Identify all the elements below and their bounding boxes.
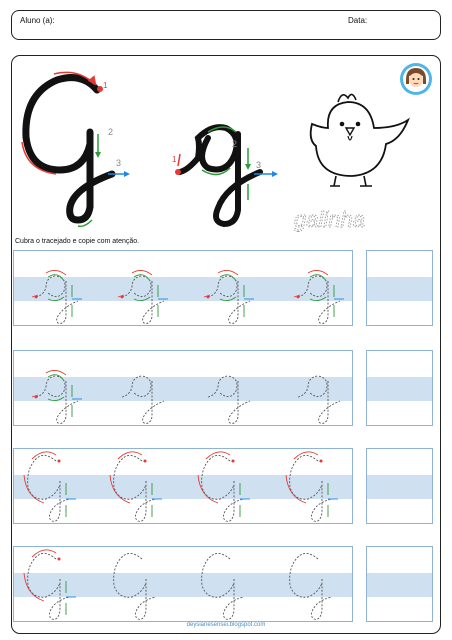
guide-band: [367, 377, 433, 401]
upper-g-model: [26, 78, 112, 220]
guide-band: [14, 475, 353, 499]
svg-text:1: 1: [172, 155, 177, 164]
practice-row-3[interactable]: [13, 448, 353, 524]
instruction-text: Cubra o tracejado e copie com atenção.: [15, 238, 140, 245]
guide-band: [14, 277, 353, 301]
chick-illustration: [300, 88, 422, 196]
student-name-label: Aluno (a):: [20, 16, 55, 25]
copy-box-2[interactable]: [366, 350, 433, 426]
copy-box-3[interactable]: [366, 448, 433, 524]
svg-text:2: 2: [232, 139, 238, 149]
stroke-number-1: 1: [103, 81, 108, 90]
guide-band: [14, 573, 353, 597]
lower-g-model: [180, 127, 260, 224]
copy-box-4[interactable]: [366, 546, 433, 622]
model-letters: [12, 62, 287, 232]
guide-band: [367, 573, 433, 597]
guide-band: [367, 475, 433, 499]
practice-row-2[interactable]: [13, 350, 353, 426]
guide-band: [14, 377, 353, 401]
practice-row-4[interactable]: [13, 546, 353, 622]
svg-text:3: 3: [256, 160, 262, 170]
guide-band: [367, 277, 433, 301]
svg-text:galinha: galinha: [294, 207, 365, 232]
stroke-number-3: 3: [116, 158, 122, 168]
stroke-number-2: 2: [108, 127, 114, 137]
header-box: [11, 10, 441, 40]
footer-url: deysianesensei.blogspot.com: [186, 622, 266, 628]
date-label: Data:: [348, 16, 368, 25]
copy-box-1[interactable]: [366, 250, 433, 326]
cursive-word-galinha: [292, 205, 422, 237]
practice-row-1[interactable]: [13, 250, 353, 326]
